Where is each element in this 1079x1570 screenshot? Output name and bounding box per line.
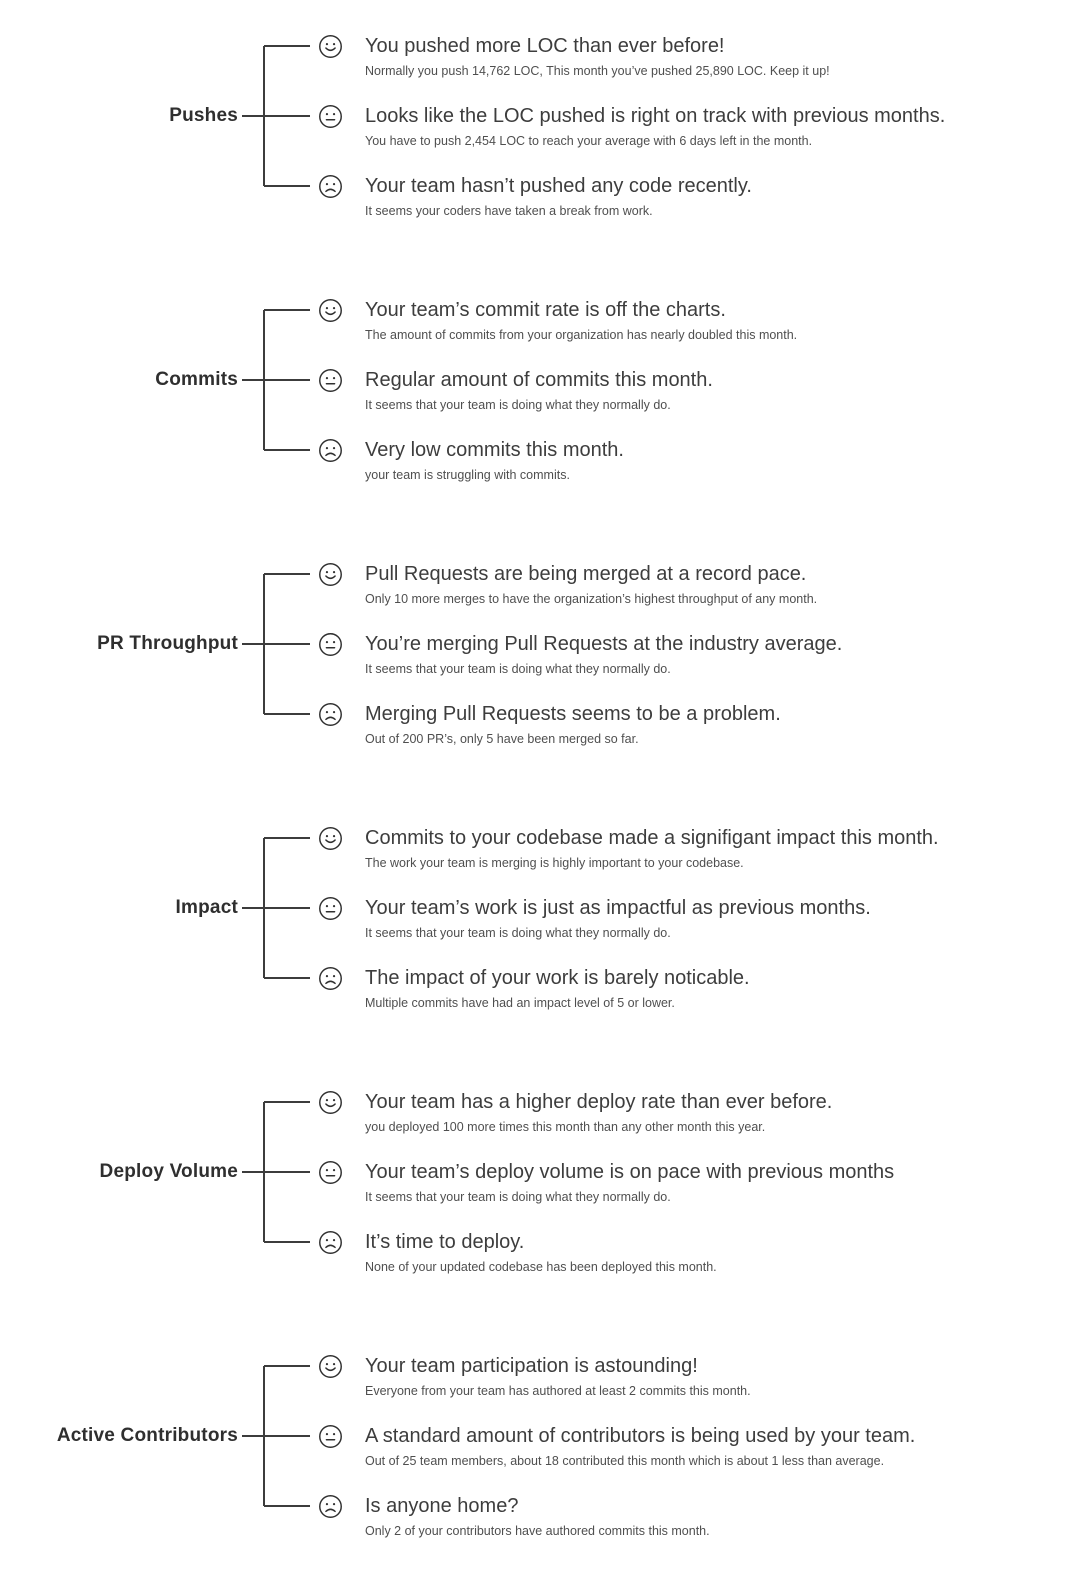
bracket-tick-line (264, 573, 310, 575)
message-texts (365, 1229, 1069, 1276)
bracket-connector (240, 297, 318, 484)
happy-face-icon (318, 826, 343, 851)
message-row-happy (318, 297, 1069, 344)
bracket-tick-line (264, 907, 310, 909)
message-texts (365, 895, 1069, 942)
message-text: Your team has a higher deploy rate than ever before. (365, 1091, 833, 1113)
section-label-column (0, 33, 240, 220)
bracket-tick-line (264, 1241, 310, 1243)
section-label-column (0, 561, 240, 748)
happy-face-icon (318, 1354, 343, 1379)
message-detail: Multiple commits have had an impact level of 5 or lower. (365, 996, 675, 1010)
message-text: Looks like the LOC pushed is right on track with previous months. (365, 105, 946, 127)
label-connector-line (242, 379, 264, 381)
message-texts (365, 1493, 1069, 1540)
message-text: Very low commits this month. (365, 439, 624, 461)
bracket-connector (240, 1089, 318, 1276)
sad-face-icon (318, 1494, 343, 1519)
message-row-sad (318, 437, 1069, 484)
message-text: Your team hasn’t pushed any code recently. (365, 175, 752, 197)
section-label-column (0, 1089, 240, 1276)
section-commits (0, 297, 1079, 484)
message-texts (365, 965, 1069, 1012)
message-rows (318, 1353, 1079, 1540)
message-detail: The amount of commits from your organization has nearly doubled this month. (365, 328, 798, 342)
happy-face-icon (318, 562, 343, 587)
happy-face-icon (318, 298, 343, 323)
sad-face-icon (318, 174, 343, 199)
bracket-connector (240, 33, 318, 220)
message-text: You’re merging Pull Requests at the industry average. (365, 633, 843, 655)
message-detail: Only 2 of your contributors have authored commits this month. (365, 1524, 710, 1538)
message-rows (318, 561, 1079, 748)
bracket-tick-line (264, 1365, 310, 1367)
section-label: Impact (175, 897, 238, 918)
neutral-face-icon (318, 896, 343, 921)
message-texts (365, 1353, 1069, 1400)
message-detail: None of your updated codebase has been deployed this month. (365, 1260, 717, 1274)
bracket-tick-line (264, 185, 310, 187)
message-row-neutral (318, 1423, 1069, 1470)
sad-face-icon (318, 702, 343, 727)
section-label: Active Contributors (56, 1425, 238, 1446)
bracket-connector (240, 1353, 318, 1540)
message-rows (318, 1089, 1079, 1276)
section-label-column (0, 297, 240, 484)
message-row-happy (318, 1089, 1069, 1136)
message-texts (365, 103, 1069, 150)
label-connector-line (242, 1435, 264, 1437)
bracket-tick-line (264, 379, 310, 381)
label-connector-line (242, 643, 264, 645)
message-texts (365, 173, 1069, 220)
message-detail: Normally you push 14,762 LOC, This month you’ve pushed 25,890 LOC. Keep it up! (365, 64, 830, 78)
section-pushes (0, 33, 1079, 220)
message-texts (365, 367, 1069, 414)
bracket-tick-line (264, 449, 310, 451)
message-detail: your team is struggling with commits. (365, 468, 570, 482)
message-text: You pushed more LOC than ever before! (365, 35, 725, 57)
message-detail: It seems that your team is doing what they normally do. (365, 926, 671, 940)
message-texts (365, 1423, 1069, 1470)
message-texts (365, 825, 1069, 872)
sad-face-icon (318, 1230, 343, 1255)
message-detail: It seems that your team is doing what they normally do. (365, 662, 671, 676)
message-row-neutral (318, 895, 1069, 942)
message-row-sad (318, 965, 1069, 1012)
message-rows (318, 33, 1079, 220)
message-texts (365, 437, 1069, 484)
message-row-neutral (318, 367, 1069, 414)
message-text: Pull Requests are being merged at a record pace. (365, 563, 807, 585)
message-detail: The work your team is merging is highly important to your codebase. (365, 856, 744, 870)
message-text: A standard amount of contributors is being used by your team. (365, 1425, 916, 1447)
bracket-tick-line (264, 643, 310, 645)
message-row-sad (318, 173, 1069, 220)
bracket-tick-line (264, 309, 310, 311)
bracket-tick-line (264, 1505, 310, 1507)
bracket-connector (240, 561, 318, 748)
message-text: Is anyone home? (365, 1495, 519, 1517)
neutral-face-icon (318, 1424, 343, 1449)
section-deploy-volume (0, 1089, 1079, 1276)
message-detail: Only 10 more merges to have the organization’s highest throughput of any month. (365, 592, 818, 606)
section-label-column (0, 1353, 240, 1540)
message-text: Merging Pull Requests seems to be a problem. (365, 703, 781, 725)
message-rows (318, 825, 1079, 1012)
label-connector-line (242, 115, 264, 117)
section-active-contributors (0, 1353, 1079, 1540)
bracket-tick-line (264, 713, 310, 715)
message-detail: Out of 200 PR’s, only 5 have been merged so far. (365, 732, 639, 746)
message-text: Your team’s commit rate is off the charts. (365, 299, 726, 321)
bracket-tick-line (264, 45, 310, 47)
message-detail: you deployed 100 more times this month than any other month this year. (365, 1120, 766, 1134)
message-texts (365, 33, 1069, 80)
message-detail: It seems that your team is doing what they normally do. (365, 1190, 671, 1204)
section-label: PR Throughput (97, 633, 238, 654)
message-text: Your team’s deploy volume is on pace with previous months (365, 1161, 895, 1183)
message-row-neutral (318, 103, 1069, 150)
happy-face-icon (318, 34, 343, 59)
section-label-column (0, 825, 240, 1012)
bracket-tick-line (264, 115, 310, 117)
neutral-face-icon (318, 1160, 343, 1185)
bracket-tick-line (264, 977, 310, 979)
message-texts (365, 1159, 1069, 1206)
section-impact (0, 825, 1079, 1012)
section-label: Pushes (169, 105, 238, 126)
message-text: The impact of your work is barely noticable. (365, 967, 750, 989)
label-connector-line (242, 1171, 264, 1173)
message-texts (365, 631, 1069, 678)
bracket-tick-line (264, 1435, 310, 1437)
message-text: It’s time to deploy. (365, 1231, 525, 1253)
bracket-tick-line (264, 837, 310, 839)
message-texts (365, 561, 1069, 608)
message-row-sad (318, 1493, 1069, 1540)
section-pr-throughput (0, 561, 1079, 748)
message-rows (318, 297, 1079, 484)
message-texts (365, 1089, 1069, 1136)
message-text: Commits to your codebase made a signifigant impact this month. (365, 827, 939, 849)
message-row-neutral (318, 1159, 1069, 1206)
neutral-face-icon (318, 632, 343, 657)
message-row-neutral (318, 631, 1069, 678)
message-text: Your team’s work is just as impactful as previous months. (365, 897, 871, 919)
message-detail: It seems your coders have taken a break from work. (365, 204, 653, 218)
neutral-face-icon (318, 104, 343, 129)
message-row-happy (318, 1353, 1069, 1400)
message-text: Regular amount of commits this month. (365, 369, 713, 391)
section-label: Deploy Volume (99, 1161, 238, 1182)
section-label: Commits (155, 369, 238, 390)
message-row-happy (318, 561, 1069, 608)
message-texts (365, 297, 1069, 344)
message-row-sad (318, 1229, 1069, 1276)
message-row-happy (318, 33, 1069, 80)
message-text: Your team participation is astounding! (365, 1355, 698, 1377)
neutral-face-icon (318, 368, 343, 393)
message-detail: You have to push 2,454 LOC to reach your average with 6 days left in the month. (365, 134, 813, 148)
message-texts (365, 701, 1069, 748)
message-detail: It seems that your team is doing what they normally do. (365, 398, 671, 412)
bracket-connector (240, 825, 318, 1012)
label-connector-line (242, 907, 264, 909)
message-detail: Out of 25 team members, about 18 contributed this month which is about 1 less than average. (365, 1454, 885, 1468)
message-row-happy (318, 825, 1069, 872)
sad-face-icon (318, 438, 343, 463)
bracket-tick-line (264, 1171, 310, 1173)
message-row-sad (318, 701, 1069, 748)
sad-face-icon (318, 966, 343, 991)
message-detail: Everyone from your team has authored at least 2 commits this month. (365, 1384, 751, 1398)
bracket-tick-line (264, 1101, 310, 1103)
happy-face-icon (318, 1090, 343, 1115)
